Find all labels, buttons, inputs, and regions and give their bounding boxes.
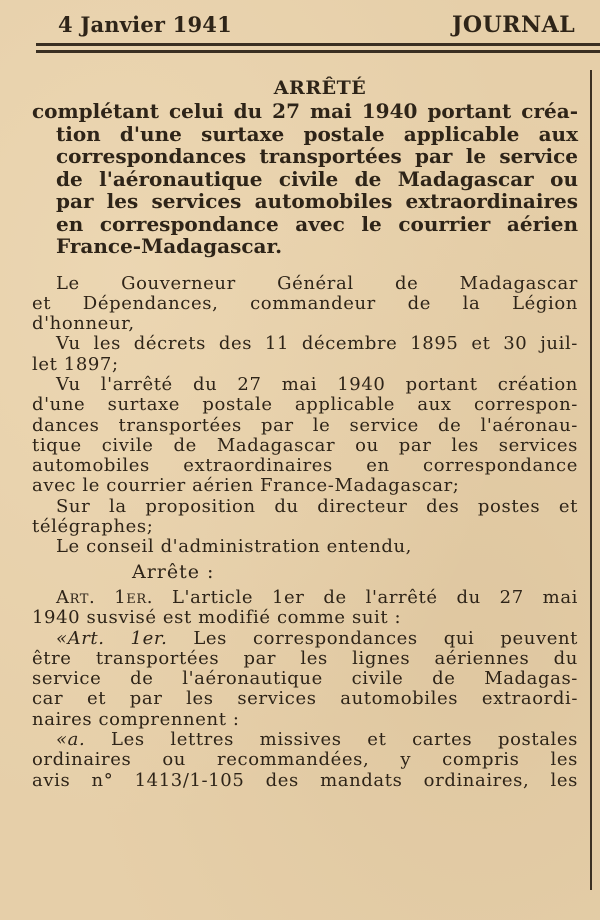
quoted-article-label: «Art. 1er.: [56, 627, 168, 649]
preamble-council: [32, 537, 578, 557]
text-line: Vu l'arrêté du 27 mai 1940 portant création: [56, 373, 578, 395]
text-line: naires comprennent :: [32, 708, 240, 730]
preamble-decrees: [32, 334, 578, 375]
subtitle-line: complétant celui du 27 mai 1940 portant créa-: [32, 99, 578, 123]
text-line: ordinaires ou recommandées, y compris les: [32, 749, 578, 771]
text-line: Vu les décrets des 11 décembre 1895 et 30 juil-: [56, 333, 578, 355]
document-body: [32, 274, 578, 791]
quoted-article-1: [32, 629, 578, 730]
subtitle-line: en correspondance avec le courrier aérien: [56, 211, 578, 236]
decision-heading: Arrête :: [132, 560, 215, 583]
preamble-proposition: [32, 497, 578, 538]
header-rule-bottom: [36, 50, 600, 53]
text-line: d'une surtaxe postale applicable aux correspon-: [32, 394, 578, 416]
article-1: [32, 588, 578, 629]
header-rule-top: [36, 43, 600, 46]
text-line: Sur la proposition du directeur des postes et: [56, 495, 578, 517]
article-text: L'article 1er de l'arrêté du 27 mai: [171, 586, 579, 608]
text-line: tique civile de Madagascar ou par les services: [32, 434, 578, 456]
article-column: [32, 72, 578, 791]
text-line: Le Gouverneur Général de Madagascar: [56, 272, 578, 294]
text-line: service de l'aéronautique civile de Madagas-: [32, 668, 578, 690]
item-text: Les lettres missives et cartes postales: [111, 729, 578, 751]
text-line: Le conseil d'administration entendu,: [56, 536, 412, 558]
preamble-governor: [32, 274, 578, 335]
text-line: [32, 588, 578, 608]
subtitle-line: par les services automobiles extraordinaires: [56, 189, 578, 213]
subtitle-line: correspondances transportées par le service: [56, 144, 578, 168]
article-text: Les correspondances qui peuvent: [193, 627, 578, 649]
text-line: dances transportées par le service de l'aéronau-: [32, 414, 578, 436]
column-divider: [590, 70, 592, 890]
publication-name: JOURNAL: [452, 12, 576, 38]
document-title: ARRÊTÉ: [273, 77, 367, 99]
text-line: car et par les services automobiles extraordi-: [32, 688, 578, 710]
subtitle-line: de l'aéronautique civile de Madagascar ou: [56, 166, 578, 191]
page-header: [0, 8, 600, 38]
item-label: «a.: [56, 729, 86, 751]
text-line: 1940 susvisé est modifié comme suit :: [32, 607, 402, 629]
article-label: Art. 1er.: [56, 586, 154, 608]
subtitle-line: France-Madagascar.: [56, 234, 283, 258]
text-line: être transportées par les lignes aériennes du: [32, 647, 578, 669]
text-line: [32, 730, 578, 750]
text-line: automobiles extraordinaires en correspondance: [32, 455, 578, 477]
document-subtitle: [32, 100, 578, 258]
subtitle-line: tion d'une surtaxe postale applicable aux: [56, 121, 578, 146]
text-line: télégraphes;: [32, 516, 154, 538]
preamble-arrete-1940: [32, 375, 578, 497]
text-line: d'honneur,: [32, 313, 135, 335]
text-line: et Dépendances, commandeur de la Légion: [32, 292, 578, 314]
text-line: avis n° 1413/1-105 des mandats ordinaires, les: [32, 769, 578, 791]
text-line: let 1897;: [32, 353, 119, 375]
item-a: [32, 730, 578, 791]
text-line: avec le courrier aérien France-Madagascar;: [32, 475, 460, 497]
text-line: [32, 629, 578, 649]
issue-date: 4 Janvier 1941: [58, 12, 232, 37]
